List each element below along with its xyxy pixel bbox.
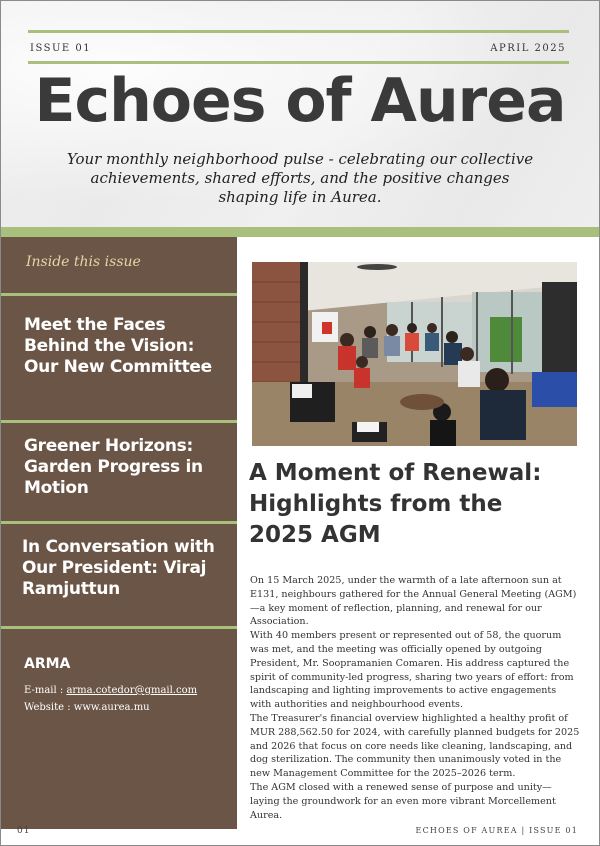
website-link[interactable]: www.aurea.mu xyxy=(73,702,150,713)
sidebar-divider xyxy=(1,293,237,296)
article-paragraph: The Treasurer's financial overview highlighted a healthy profit of MUR 288,562.50 for 2024, with carefully planned budgets for 2025 and 2026 that focus on core needs like cleaning, landscaping, and dog sterilization. The community then unanimously voted in the new Management Committee for the 2025–2026 term. xyxy=(250,712,580,780)
org-name: ARMA xyxy=(24,656,71,672)
sidebar-divider xyxy=(1,626,237,629)
sidebar-item-garden[interactable]: Greener Horizons: Garden Progress in Motion xyxy=(24,436,203,498)
website-label: Website : xyxy=(24,702,74,713)
sidebar-heading: Inside this issue xyxy=(26,254,141,270)
issue-date: APRIL 2025 xyxy=(490,43,566,54)
email-label: E-mail : xyxy=(24,685,67,696)
article-title: A Moment of Renewal: Highlights from the 2025 AGM xyxy=(249,460,542,548)
masthead-green-bar xyxy=(1,227,599,237)
page-number: 01 xyxy=(17,826,31,836)
contact-website xyxy=(24,702,150,713)
newsletter-tagline: Your monthly neighborhood pulse - celebrating our collective achievements, shared efforts, and the positive changes shaping life in Aurea. xyxy=(66,150,534,206)
issue-number: ISSUE 01 xyxy=(30,43,92,54)
newsletter-title: Echoes of Aurea xyxy=(34,66,566,136)
agm-photo-illustration xyxy=(252,262,577,446)
article-paragraph: The AGM closed with a renewed sense of purpose and unity—laying the groundwork for an even more vibrant Morcellement Aurea. xyxy=(250,781,556,821)
sidebar-item-committee[interactable]: Meet the Faces Behind the Vision: Our New Committee xyxy=(24,315,212,377)
article-paragraph: On 15 March 2025, under the warmth of a late afternoon sun at E131, neighbours gathered for the Annual General Meeting (AGM)—a key moment of reflection, planning, and renewal for our Association. xyxy=(250,575,577,628)
article-paragraph: With 40 members present or represented out of 58, the quorum was met, and the meeting was officially opened by outgoing President, Mr. Soopramanien Comaren. His address captured the spirit of community-led progress, sharing two years of effort: from landscaping and lighting improvements to active engagements with authorities and neighbourhood events. xyxy=(250,630,574,711)
running-footer: ECHOES OF AUREA | ISSUE 01 xyxy=(415,826,578,835)
sidebar-divider xyxy=(1,521,237,524)
sidebar-divider xyxy=(1,420,237,423)
email-link[interactable]: arma.cotedor@gmail.com xyxy=(66,685,198,696)
contact-email xyxy=(24,685,197,696)
agm-photo xyxy=(252,262,577,446)
masthead-top-rule xyxy=(28,30,569,33)
sidebar-item-president[interactable]: In Conversation with Our President: Viraj Ramjuttun xyxy=(22,537,215,599)
masthead-mid-rule xyxy=(28,61,569,64)
article-body xyxy=(250,574,580,822)
